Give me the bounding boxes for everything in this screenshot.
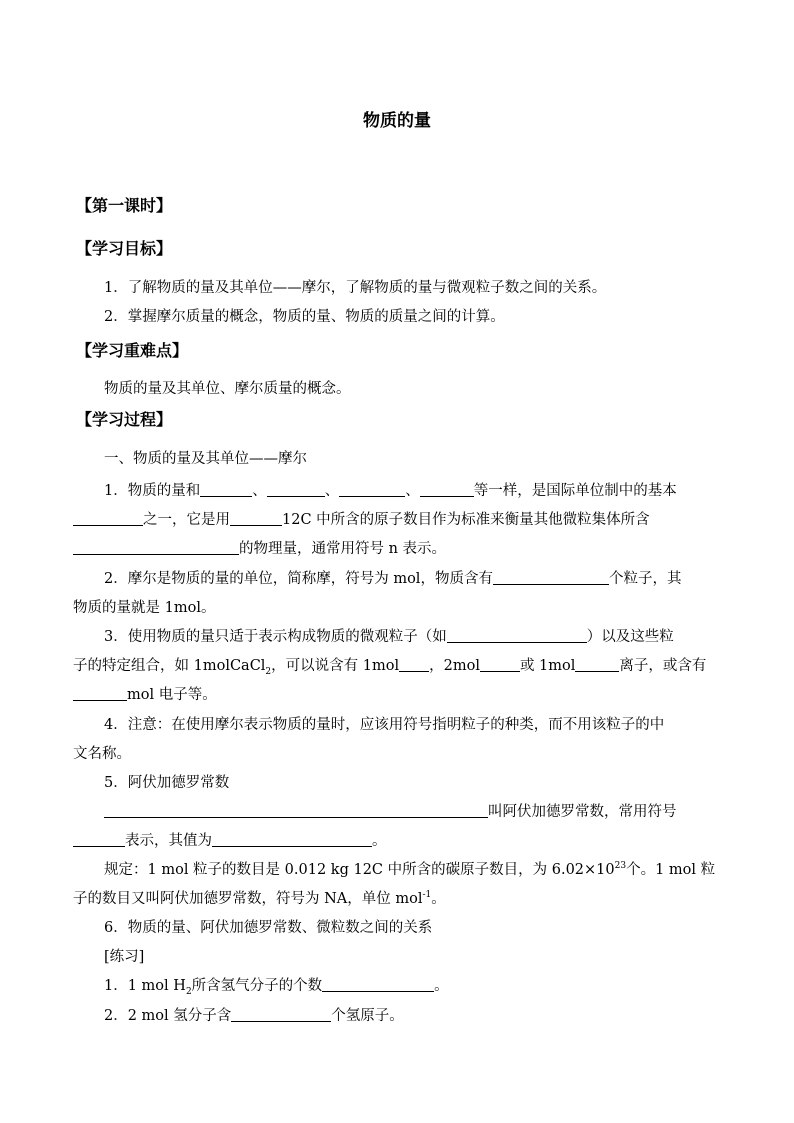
para-1-line-1: 1．物质的量和 、 、 、 等一样，是国际单位制中的基本 <box>104 483 677 499</box>
blank <box>575 657 619 672</box>
para-3-line-1: 3．使用物质的量只适于表示构成物质的微观粒子（如 ）以及这些粒 <box>104 629 674 645</box>
key-points-text: 物质的量及其单位、摩尔质量的概念。 <box>104 381 351 397</box>
blank <box>73 832 125 847</box>
objectives-heading: 【学习目标】 <box>76 239 173 258</box>
blank <box>212 832 372 847</box>
blank <box>339 482 405 497</box>
para-1-line-2: 之一，它是用 12C 中所含的原子数目作为标准来衡量其他微粒集体所含 <box>73 508 650 529</box>
section-1-heading: 一、物质的量及其单位——摩尔 <box>104 451 307 467</box>
para-4-line-1: 4．注意：在使用摩尔表示物质的量时，应该用符号指明粒子的种类，而不用该粒子的中 <box>104 717 665 733</box>
objective-item-2: 2．掌握摩尔质量的概念，物质的量、物质的质量之间的计算。 <box>104 309 505 325</box>
para-3-line-2: 子的特定组合，如 1molCaCl$_2$，可以说含有 1mol ，2mol 或 1mol 离子，或含有 <box>73 658 707 677</box>
practice-question-1: 1．1 mol $H_2$所含氢气分子的个数 。 <box>104 978 449 997</box>
para-2-line-1: 2．摩尔是物质的量的单位，简称摩，符号为 mol，物质含有 个粒子，其 <box>104 571 682 587</box>
blank <box>104 803 488 818</box>
objective-item-1: 1．了解物质的量及其单位——摩尔，了解物质的量与微观粒子数之间的关系。 <box>104 280 607 296</box>
practice-question-2: 2．2 mol 氢分子含 个氢原子。 <box>104 1008 404 1024</box>
rule-line-2: 子的数目又叫阿伏加德罗常数，符号为 NA，单位 mol$^{-1}$。 <box>73 890 446 907</box>
blank <box>493 570 609 585</box>
blank <box>420 482 474 497</box>
para-5-line-2: 表示，其值为 。 <box>73 829 387 850</box>
page-title: 物质的量 <box>363 111 431 131</box>
blank <box>73 540 239 555</box>
blank <box>73 511 143 526</box>
blank <box>480 657 520 672</box>
para-4-line-2: 文名称。 <box>73 746 131 762</box>
para-1-line-3: 的物理量，通常用符号 n 表示。 <box>73 537 446 558</box>
blank <box>322 977 434 992</box>
blank <box>73 686 127 701</box>
para-5-line-1: 叫阿伏加德罗常数，常用符号 <box>104 800 677 821</box>
para-5-heading: 5．阿伏加德罗常数 <box>104 775 230 791</box>
key-points-heading: 【学习重难点】 <box>76 341 189 360</box>
process-heading: 【学习过程】 <box>76 410 173 429</box>
lesson-heading: 【第一课时】 <box>76 196 173 215</box>
para-2-line-2: 物质的量就是 1mol。 <box>73 600 216 616</box>
para-3-line-3: mol 电子等。 <box>73 683 217 704</box>
blank <box>231 1007 331 1022</box>
practice-label: [练习] <box>104 949 145 965</box>
para-6: 6．物质的量、阿伏加德罗常数、微粒数之间的关系 <box>104 920 433 936</box>
rule-line-1: 规定：1 mol 粒子的数目是 0.012 kg 12C 中所含的碳原子数目，为 $6.02\times 10^{23}$个。1 mol 粒 <box>104 861 716 878</box>
blank <box>267 482 325 497</box>
blank <box>200 482 252 497</box>
blank <box>230 511 282 526</box>
blank <box>399 657 429 672</box>
blank <box>447 628 587 643</box>
